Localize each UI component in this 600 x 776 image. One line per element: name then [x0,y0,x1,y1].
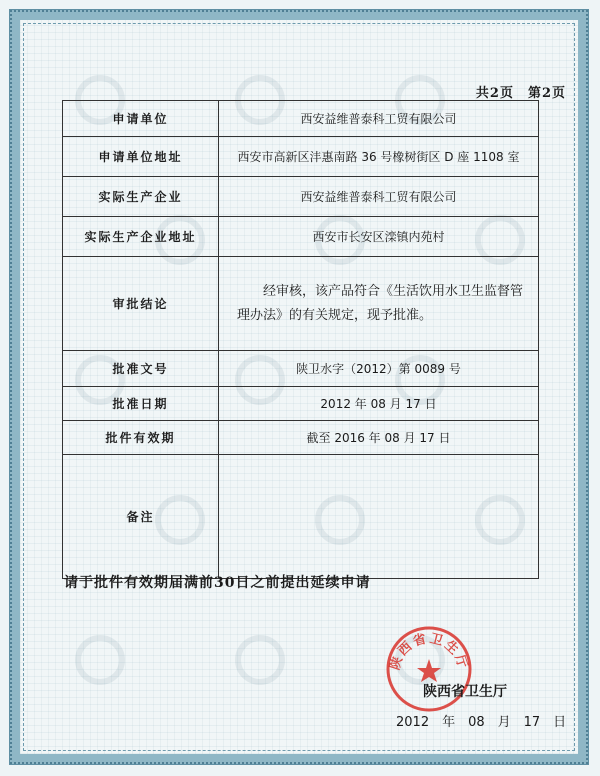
approval-number-value: 陕卫水字（2012）第 0089 号 [219,351,539,387]
manufacturer-address-value: 西安市长安区滦镇内苑村 [219,217,539,257]
issuing-authority: 陕西省卫生厅 [423,684,507,700]
page-indicator: 共2页 第2页 [475,86,566,101]
remarks-label: 备注 [63,455,219,579]
applicant-address-label: 申请单位地址 [63,137,219,177]
validity-value: 截至 2016 年 08 月 17 日 [219,421,539,455]
applicant-label: 申请单位 [63,101,219,137]
validity-label: 批件有效期 [63,421,219,455]
issue-date: 2012 年 08 月 17 日 [396,715,567,730]
table-row [63,177,539,217]
table-row [63,421,539,455]
table-row [63,137,539,177]
certificate-table [62,100,539,579]
conclusion-value: 经审核，该产品符合《生活饮用水卫生监督管理办法》的有关规定，现予批准。 [237,283,524,323]
table-row [63,455,539,579]
table-row [63,257,539,351]
star-icon [417,659,441,682]
table-row [63,217,539,257]
applicant-address-value: 西安市高新区沣惠南路 36 号橡树街区 D 座 1108 室 [219,137,539,177]
remarks-value [219,455,539,579]
conclusion-label: 审批结论 [63,257,219,351]
renewal-note: 请于批件有效期届满前30日之前提出延续申请 [64,575,371,591]
table-row [63,351,539,387]
approval-date-value: 2012 年 08 月 17 日 [219,387,539,421]
table-row [63,387,539,421]
table-row [63,101,539,137]
manufacturer-label: 实际生产企业 [63,177,219,217]
approval-number-label: 批准文号 [63,351,219,387]
manufacturer-value: 西安益维普泰科工贸有限公司 [219,177,539,217]
seal-text: 陕西省卫生厅 [387,631,471,673]
manufacturer-address-label: 实际生产企业地址 [63,217,219,257]
approval-date-label: 批准日期 [63,387,219,421]
applicant-value: 西安益维普泰科工贸有限公司 [219,101,539,137]
